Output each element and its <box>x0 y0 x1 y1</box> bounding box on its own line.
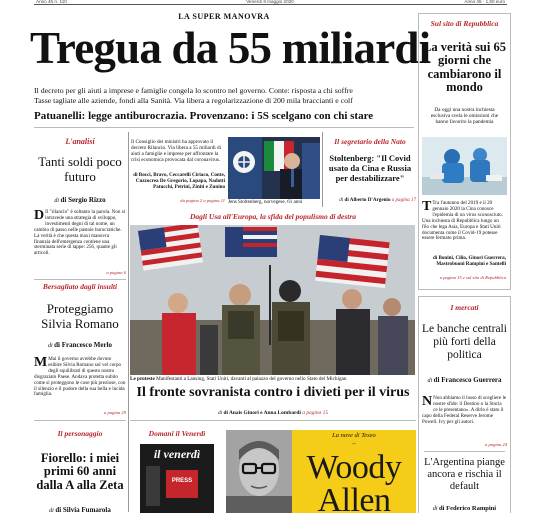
col-divider-nato <box>322 132 323 207</box>
stoltenberg-photo <box>228 137 320 199</box>
mercati-divider <box>424 451 505 452</box>
analisi-page[interactable]: a pagina 6 <box>106 270 126 275</box>
center-divider <box>130 420 416 421</box>
issue-price: Anno 45 · 1,50 euro <box>464 0 505 4</box>
bersagliato-body: M Mai il governo avrebbe dovuto esibire Silvia Romano sol vel corpo degli squilibrati di questo nostro disgraziato Paese. Andava protetta subito come si proteggono le cose più preziose, con il silenzio e il pudore della sua bella e lucida famiglia. <box>34 355 126 398</box>
book-publisher: La nave di Teseo <box>332 432 376 439</box>
venerdi-badge-box <box>166 470 198 498</box>
left-divider-2 <box>34 420 126 421</box>
venerdi-kicker: Domani il Venerdì <box>148 429 206 438</box>
stoltenberg-illustration <box>228 137 320 199</box>
usa-headline[interactable]: Il fronte sovranista contro i divieti per il virus <box>136 385 410 400</box>
sidebar-headline[interactable]: La verità sui 65 giorni che cambiarono il mondo <box>423 40 506 95</box>
sidebar-kicker: Sul sito di Repubblica <box>430 19 499 28</box>
bersagliato-byline: di di Francesco Merlo <box>47 341 113 349</box>
woody-illustration <box>226 430 292 513</box>
lab-photo-illustration <box>422 137 507 195</box>
lead-kicker: LA SUPER MANOVRA <box>178 12 270 21</box>
lead-subhead[interactable]: Patuanelli: legge antiburocrazia. Provenzano: i 5S scelgano con chi stare <box>34 110 374 122</box>
nato-byline: di di Alberto D'Argenio a pagina 17 <box>339 197 416 203</box>
argentina-byline: di di Federico Rampini <box>432 505 497 512</box>
analisi-kicker: L'analisi <box>65 137 95 146</box>
mercati-kicker: I mercati <box>450 303 479 312</box>
brief-page[interactable]: da pagina 2 a pagina 11 <box>180 198 225 203</box>
book-title-line1: Woody <box>306 449 402 486</box>
mercati-byline: di di Francesco Guerrera <box>427 376 502 384</box>
lead-headline[interactable]: Tregua da 55 miliardi <box>30 23 431 73</box>
personaggio-headline[interactable]: Fiorello: i miei primi 60 anni dalla A alla Zeta <box>36 451 124 492</box>
protest-illustration <box>130 225 415 375</box>
bersagliato-headline[interactable]: Proteggiamo Silvia Romano <box>41 301 119 331</box>
lead-summary-2: Tasse tagliate alle aziende, fondi alla Sanità. Via libera a regolarizzazione di 200 mila braccianti e colf <box>34 96 353 105</box>
woody-photo <box>226 430 292 513</box>
stoltenberg-caption: Jens Stoltenberg, norvegese, 61 anni <box>228 199 303 205</box>
sidebar-credits: di Bonini, Cilio, Ginori Guerrera, Mastrobuoni Rampini e Santelli <box>432 255 506 267</box>
venerdi-badge: PRESS <box>171 478 193 484</box>
mercati-headline[interactable]: Le banche centrali più forti della politica <box>422 323 507 361</box>
venerdi-cover-figure <box>146 466 160 506</box>
left-divider-1 <box>34 279 126 280</box>
nato-headline[interactable]: Stoltenberg: "Il Covid usato da Cina e Russia per destabilizzare" <box>328 153 412 183</box>
brief-body: Il Consiglio dei ministri ha approvato il decreto Rilancio. Via libera a 55 miliardi di aiuti a famiglie e imprese per affrontare la crisi economica provocata dal coronavirus. <box>131 139 222 164</box>
argentina-headline[interactable]: L'Argentina piange ancora e rischia il default <box>424 457 505 492</box>
lab-photo <box>422 137 507 195</box>
usa-kicker: Dagli Usa all'Europa, la sfida del populismo di destra <box>189 212 357 221</box>
analisi-body: D Il "rilancio" è soltanto la parola. Non si intravede una strategia di sviluppo, investimenti degni di tal nome, un cambio di passo nelle pastoie burocratiche. La verità è che questa maxi manovra finanzia dell'emergenza contiene una sterminata serie di tappe: 256, quante gli articoli. <box>34 208 126 257</box>
mercati-body: N Non abbiamo il lusso di scegliere le nostre sfide: il Destino o la Storia ce le presentano». A dirlo è stato il capo della Federal Reserve Jerome Powell. Ivy per gli autori. <box>422 394 507 425</box>
lead-summary-1: Il decreto per gli aiuti a imprese e famiglie congela lo scontro nel governo. Conte: risposta a chi soffre <box>34 86 353 95</box>
sidebar-body: T Tra l'autunno del 2019 e il 20 gennaio 2020 la Cina conosce l'epidemia di un virus sconosciuto. Una inchiesta di Repubblica lungo un filo che lega Asia, Europa e Stati Uniti documenta come il Covid-19 potesse essere fermato prima. <box>422 199 504 242</box>
analisi-byline: di di Sergio Rizzo <box>54 196 106 204</box>
bersagliato-page[interactable]: a pagina 29 <box>104 410 126 415</box>
sidebar-link[interactable]: a pagina 15 e sul sito di Repubblica <box>439 275 506 280</box>
col-divider-left <box>128 132 129 512</box>
bersagliato-kicker: Bersagliato dagli insulti <box>42 282 118 291</box>
mercati-page[interactable]: a pagina 24 <box>485 442 507 447</box>
personaggio-byline: di di Silvia Fumarola <box>49 506 111 513</box>
venerdi-masthead: il venerdì <box>153 447 201 461</box>
personaggio-kicker: Il personaggio <box>57 429 103 438</box>
usa-caption: Le proteste Manifestanti a Lansing, Stati Uniti, davanti al palazzo del governo nello Stato del Michigan <box>130 376 347 382</box>
issue-number: Anno 45 n. 110 <box>36 0 67 4</box>
sidebar-intro: Da oggi una nostra inchiesta esclusiva svela le omissioni che hanno favorito la pandemia <box>430 107 499 126</box>
analisi-headline[interactable]: Tanti soldi poco futuro <box>38 154 122 184</box>
usa-byline: di di Anais Ginori e Anna Lombardi a pagina 15 <box>217 410 329 416</box>
venerdi-cover[interactable] <box>140 444 214 513</box>
nato-kicker: Il segretario della Nato <box>334 137 406 146</box>
issue-date: Venerdì 8 maggio 2020 <box>246 0 294 4</box>
brief-credits: di Bocci, Bravo, Ceccarelli Ciriaco, Conte, Cuzzocrea De Gregorio, Lopapa, Nadotti Patucchi, Petrini, Ziniti e Zunino <box>133 172 225 190</box>
lead-divider <box>34 127 414 128</box>
book-logo-icon: ⌒ <box>351 445 357 450</box>
protest-photo <box>130 225 415 375</box>
book-title-line2: Allen <box>317 482 391 513</box>
